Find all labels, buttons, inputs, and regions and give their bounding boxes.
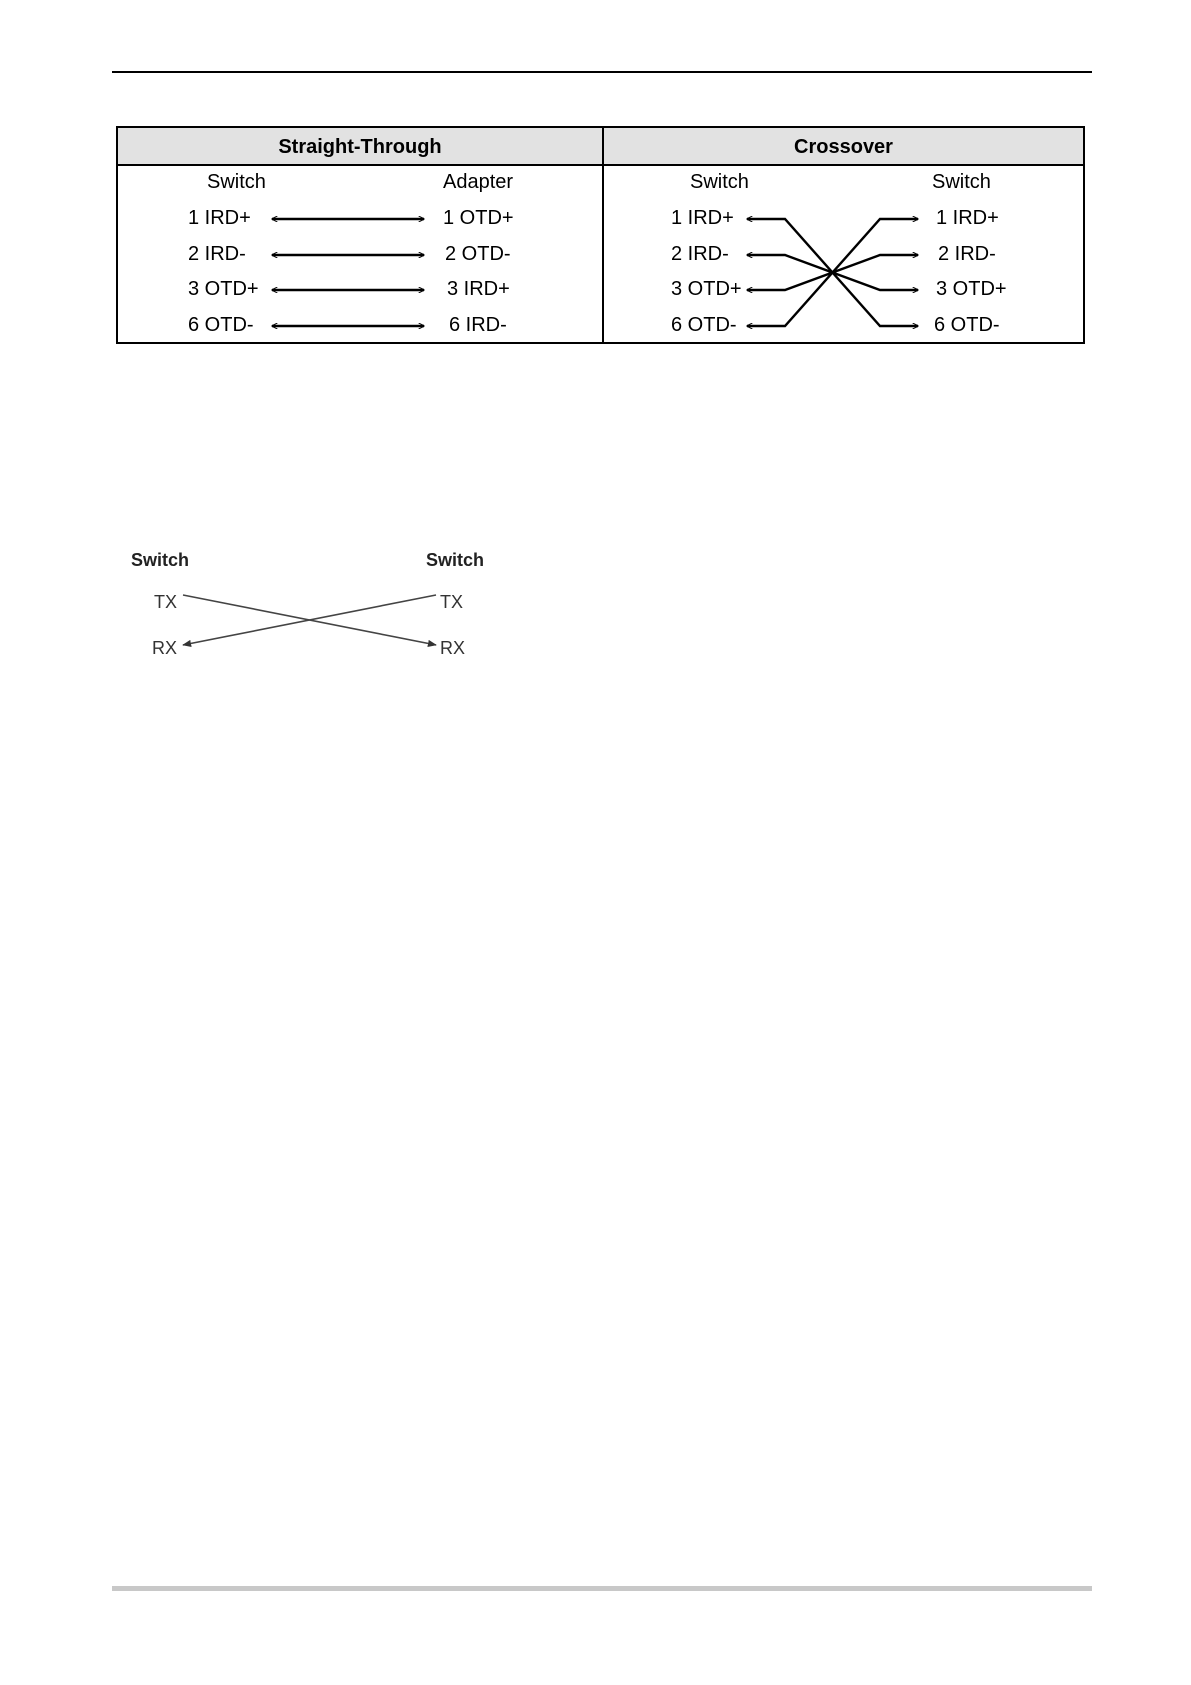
- crossover-right-pin: 6 OTD-: [934, 314, 1000, 336]
- crossover-left-pin: 2 IRD-: [671, 243, 729, 265]
- crossover-right-pin: 3 OTD+: [936, 278, 1007, 300]
- straight-right-pin: 3 IRD+: [447, 278, 510, 300]
- crossover-header: Crossover: [604, 128, 1083, 166]
- crossover-left-title: Switch: [690, 171, 749, 193]
- crossover-left-pin: 1 IRD+: [671, 207, 734, 229]
- tx-rx-crossover-figure: [0, 0, 1191, 700]
- straight-left-title: Switch: [207, 171, 266, 193]
- crossover-left-pin: 3 OTD+: [671, 278, 742, 300]
- figure-left-rx: RX: [152, 638, 178, 658]
- straight-through-header: Straight-Through: [118, 128, 602, 166]
- figure-right-tx: TX: [440, 592, 464, 612]
- straight-right-pin: 1 OTD+: [443, 207, 514, 229]
- crossover-left-pin: 6 OTD-: [671, 314, 737, 336]
- straight-left-pin: 3 OTD+: [188, 278, 259, 300]
- footer-rule: [112, 1586, 1092, 1591]
- crossover-right-pin: 1 IRD+: [936, 207, 999, 229]
- crossover-right-pin: 2 IRD-: [938, 243, 996, 265]
- crossover-right-title: Switch: [932, 171, 991, 193]
- straight-left-pin: 1 IRD+: [188, 207, 251, 229]
- straight-right-pin: 6 IRD-: [449, 314, 507, 336]
- straight-right-title: Adapter: [443, 171, 514, 193]
- figure-left-title: Switch: [131, 550, 190, 570]
- straight-right-pin: 2 OTD-: [445, 243, 511, 265]
- figure-left-tx: TX: [154, 592, 178, 612]
- straight-left-pin: 6 OTD-: [188, 314, 254, 336]
- straight-left-pin: 2 IRD-: [188, 243, 246, 265]
- figure-right-rx: RX: [440, 638, 466, 658]
- figure-right-title: Switch: [426, 550, 485, 570]
